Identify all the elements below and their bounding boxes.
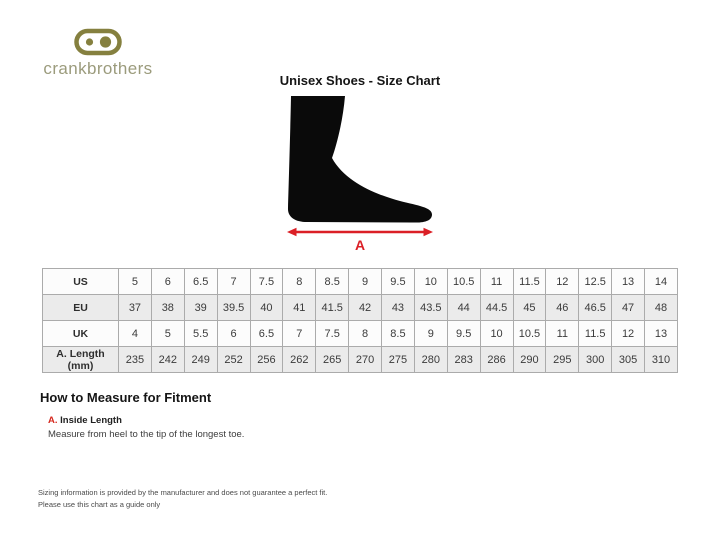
size-cell: 10 <box>414 269 447 295</box>
size-cell: 10.5 <box>513 321 546 347</box>
size-cell: 6.5 <box>250 321 283 347</box>
size-cell: 9.5 <box>447 321 480 347</box>
size-cell: 283 <box>447 347 480 373</box>
size-cell: 256 <box>250 347 283 373</box>
table-row <box>43 347 678 373</box>
size-cell: 12 <box>612 321 645 347</box>
size-cell: 295 <box>546 347 579 373</box>
size-cell: 13 <box>612 269 645 295</box>
size-cell: 41 <box>283 295 316 321</box>
table-row <box>43 295 678 321</box>
arrow-label: A <box>354 237 366 253</box>
size-cell: 6.5 <box>184 269 217 295</box>
size-cell: 310 <box>645 347 678 373</box>
size-cell: 48 <box>645 295 678 321</box>
size-cell: 7 <box>283 321 316 347</box>
size-cell: 262 <box>283 347 316 373</box>
size-cell: 44 <box>447 295 480 321</box>
size-table <box>42 268 678 373</box>
row-label: UK <box>43 321 119 347</box>
size-cell: 43 <box>382 295 415 321</box>
size-cell: 13 <box>645 321 678 347</box>
size-cell: 37 <box>119 295 152 321</box>
size-cell: 6 <box>151 269 184 295</box>
size-cell: 10 <box>480 321 513 347</box>
size-cell: 10.5 <box>447 269 480 295</box>
size-cell: 290 <box>513 347 546 373</box>
size-cell: 12.5 <box>579 269 612 295</box>
disclaimer <box>38 487 327 512</box>
size-cell: 8.5 <box>382 321 415 347</box>
size-cell: 252 <box>217 347 250 373</box>
table-row <box>43 321 678 347</box>
row-label: EU <box>43 295 119 321</box>
size-cell: 11.5 <box>579 321 612 347</box>
measure-item <box>48 415 244 426</box>
size-cell: 270 <box>349 347 382 373</box>
row-label: A. Length (mm) <box>43 347 119 373</box>
size-cell: 7 <box>217 269 250 295</box>
size-cell: 305 <box>612 347 645 373</box>
measure-section <box>40 390 244 440</box>
size-cell: 7.5 <box>250 269 283 295</box>
disclaimer-line-1: Sizing information is provided by the manufacturer and does not guarantee a perfect fit. <box>38 488 328 497</box>
foot-measure-figure <box>287 96 433 253</box>
size-cell: 8 <box>349 321 382 347</box>
size-cell: 45 <box>513 295 546 321</box>
size-cell: 41.5 <box>316 295 349 321</box>
size-cell: 4 <box>119 321 152 347</box>
size-cell: 46 <box>546 295 579 321</box>
size-cell: 9 <box>349 269 382 295</box>
size-cell: 11.5 <box>513 269 546 295</box>
size-cell: 44.5 <box>480 295 513 321</box>
size-cell: 40 <box>250 295 283 321</box>
page-title: Unisex Shoes - Size Chart <box>279 73 441 88</box>
length-arrow-icon <box>287 227 433 237</box>
size-cell: 8 <box>283 269 316 295</box>
size-cell: 9 <box>414 321 447 347</box>
size-table-body <box>43 269 678 373</box>
size-cell: 9.5 <box>382 269 415 295</box>
size-cell: 5.5 <box>184 321 217 347</box>
size-cell: 39.5 <box>217 295 250 321</box>
size-cell: 38 <box>151 295 184 321</box>
size-cell: 6 <box>217 321 250 347</box>
brand-name: crankbrothers <box>43 59 153 78</box>
size-cell: 242 <box>151 347 184 373</box>
size-cell: 265 <box>316 347 349 373</box>
size-cell: 39 <box>184 295 217 321</box>
size-cell: 280 <box>414 347 447 373</box>
measure-item-key: A. <box>48 415 58 426</box>
measure-item-label: Inside Length <box>60 415 122 426</box>
size-cell: 43.5 <box>414 295 447 321</box>
size-cell: 11 <box>480 269 513 295</box>
measure-item-description: Measure from heel to the tip of the longest toe. <box>48 429 245 440</box>
size-cell: 12 <box>546 269 579 295</box>
size-cell: 47 <box>612 295 645 321</box>
size-cell: 286 <box>480 347 513 373</box>
table-row <box>43 269 678 295</box>
size-cell: 7.5 <box>316 321 349 347</box>
size-cell: 300 <box>579 347 612 373</box>
size-cell: 5 <box>151 321 184 347</box>
size-cell: 5 <box>119 269 152 295</box>
row-label: US <box>43 269 119 295</box>
size-cell: 275 <box>382 347 415 373</box>
size-cell: 46.5 <box>579 295 612 321</box>
measure-heading: How to Measure for Fitment <box>40 390 212 405</box>
crankbrothers-pedal-icon <box>74 27 122 57</box>
brand-logo <box>38 27 158 79</box>
size-cell: 11 <box>546 321 579 347</box>
size-cell: 249 <box>184 347 217 373</box>
foot-silhouette-icon <box>287 96 433 224</box>
size-cell: 8.5 <box>316 269 349 295</box>
size-cell: 14 <box>645 269 678 295</box>
size-cell: 235 <box>119 347 152 373</box>
disclaimer-line-2: Please use this chart as a guide only <box>38 500 161 510</box>
size-cell: 42 <box>349 295 382 321</box>
